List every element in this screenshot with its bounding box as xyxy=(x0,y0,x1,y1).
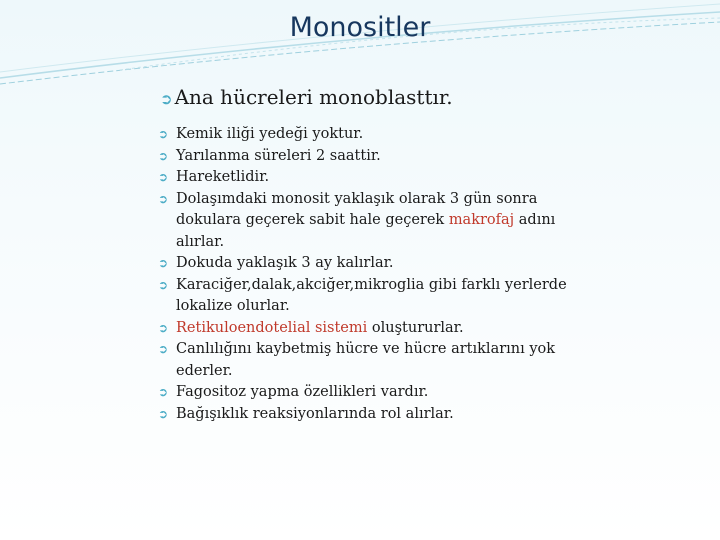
arrow-bullet-icon: ➲ xyxy=(158,277,169,292)
highlighted-term: makrofaj xyxy=(448,212,515,228)
bullet-text: Hareketlidir. xyxy=(176,169,270,185)
bullet-item xyxy=(156,167,676,189)
bullet-text: Yarılanma süreleri 2 saattir. xyxy=(176,147,381,164)
arrow-bullet-icon: ➲ xyxy=(158,406,169,421)
bullet-item xyxy=(156,404,676,426)
bullet-item xyxy=(156,275,676,318)
bullet-text: dokulara geçerek sabit hale geçerek xyxy=(176,212,449,228)
arrow-bullet-icon: ➲ xyxy=(160,90,173,108)
bullet-text: ederler. xyxy=(176,362,233,379)
bullet-item xyxy=(156,124,676,146)
slide-title: Monositler xyxy=(289,12,431,43)
bullet-text: Dolaşımdaki monosit yaklaşık olarak 3 gün sonra xyxy=(176,190,538,207)
bullet-text: lokalize olurlar. xyxy=(176,298,290,314)
bullet-text: adını xyxy=(514,212,556,228)
lead-bullet xyxy=(160,84,676,112)
arrow-bullet-icon: ➲ xyxy=(158,148,169,163)
bullet-text: Kemik iliği yedeği yoktur. xyxy=(176,126,364,142)
arrow-bullet-icon: ➲ xyxy=(158,320,169,335)
arrow-bullet-icon: ➲ xyxy=(158,385,169,399)
bullet-text: alırlar. xyxy=(176,233,225,250)
bullet-item xyxy=(156,339,676,382)
bullet-item xyxy=(156,318,676,340)
bullet-text: oluştururlar. xyxy=(367,319,464,336)
arrow-bullet-icon: ➲ xyxy=(158,191,169,206)
bullet-item xyxy=(156,189,676,254)
lead-text: Ana hücreleri monoblasttır. xyxy=(174,85,453,109)
arrow-bullet-icon: ➲ xyxy=(158,127,169,141)
bullet-item xyxy=(156,146,676,168)
bullet-item xyxy=(156,253,676,275)
bullet-item xyxy=(156,382,676,404)
arrow-bullet-icon: ➲ xyxy=(158,256,169,270)
bullet-text: Canlılığını kaybetmiş hücre ve hücre artıklarını yok xyxy=(176,341,556,357)
slide-content xyxy=(156,84,676,425)
bullet-text: Karaciğer,dalak,akciğer,mikroglia gibi farklı yerlerde xyxy=(176,276,567,293)
arrow-bullet-icon: ➲ xyxy=(158,170,169,184)
bullet-text: Dokuda yaklaşık 3 ay kalırlar. xyxy=(176,255,394,271)
arrow-bullet-icon: ➲ xyxy=(158,342,169,356)
bullet-text: Bağışıklık reaksiyonlarında rol alırlar. xyxy=(176,405,454,422)
bullet-text: Fagositoz yapma özellikleri vardır. xyxy=(176,384,429,400)
highlighted-term: Retikuloendotelial sistemi xyxy=(176,319,368,336)
